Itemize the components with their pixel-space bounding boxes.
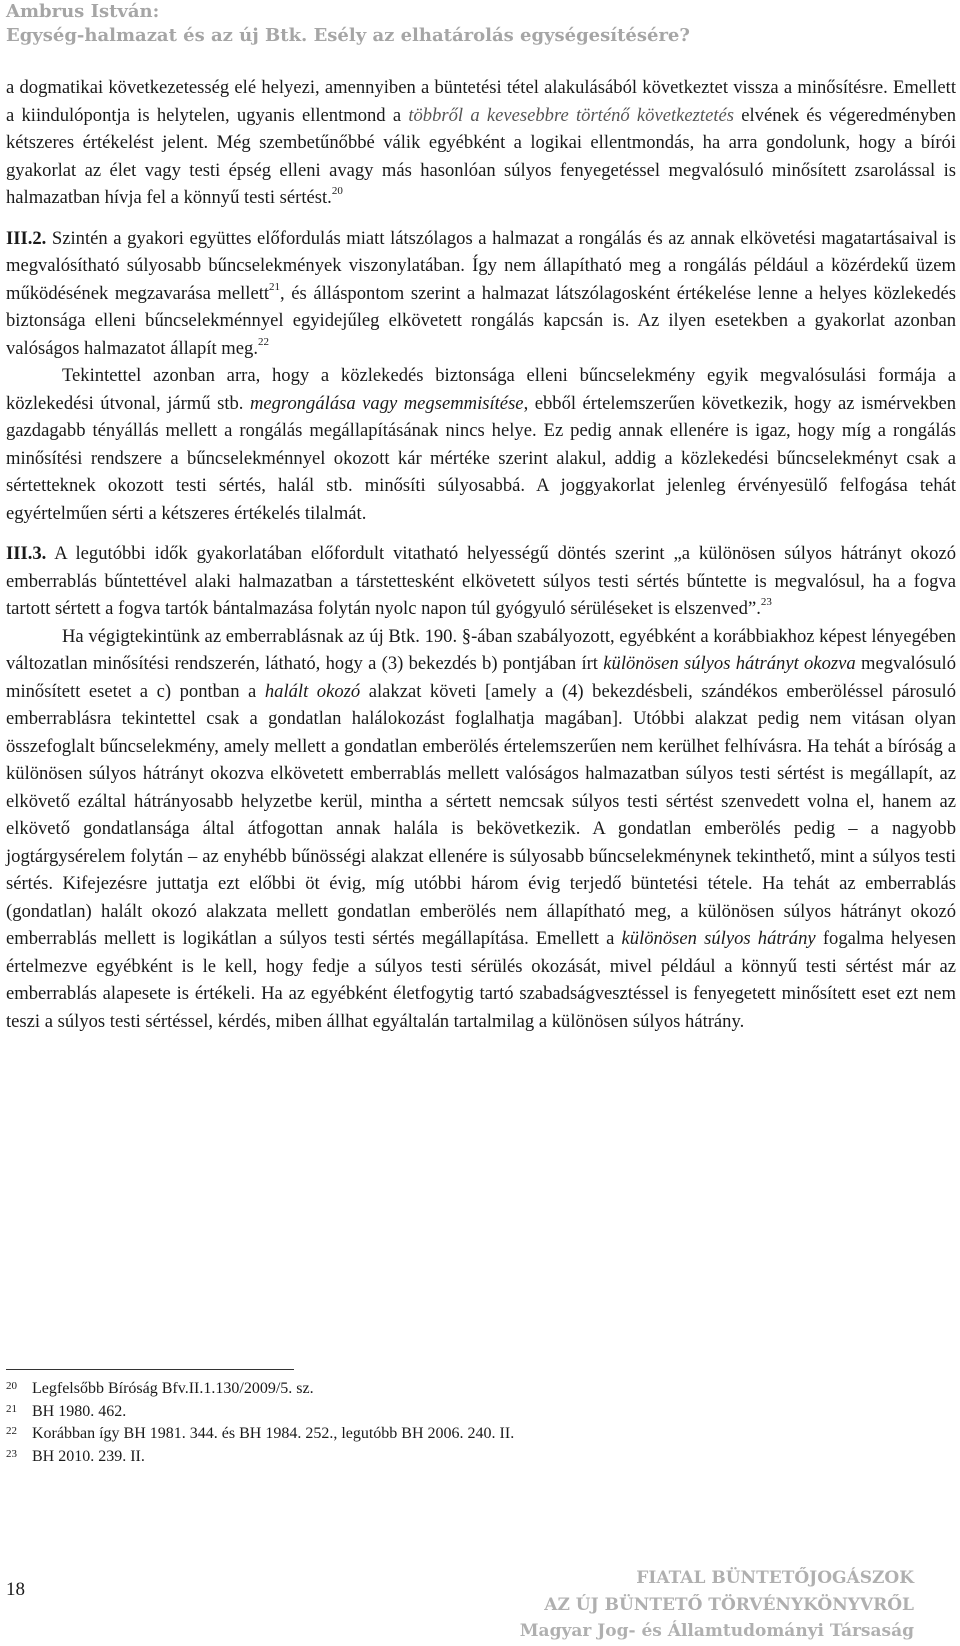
paragraph-4 — [6, 540, 956, 623]
emphasis: többről a kevesebbre történő következtetés — [408, 104, 734, 126]
paragraph-3 — [6, 362, 956, 527]
footnote-ref-21[interactable]: 21 — [269, 280, 281, 293]
emphasis: megrongálása vagy megsemmisítése — [249, 392, 524, 414]
text-run: fogalma helyesen értelmezve egyébként is le kell, hogy fedje a súlyos testi sérülés okozását, mivel például a könnyű testi sértést már az emberrablás alapesete is értékeli. Ha az egyébként életfogytig tartó szabadságvesztéssel is fenyegetett minősített eset ezt nem teszi a súlyos testi sértéssel, kérdés, miben állhat egyáltalán tartalmilag a különösen súlyos hátrány. — [6, 928, 957, 1032]
text-run: alakzat követi [amely a (4) bekezdésbeli, szándékos emberöléssel párosuló emberrablásra tekintettel csak a gondatlan halálokozást foglalhatja magában]. Utóbbi alakzat pedig nem vitásan olyan összefoglalt bűncselekmény, amely mellett a gondatlan emberölés értelemszerűen nem kerülhet felhívásra. Ha tehát a bíróság a különösen súlyos hátrányt okozva elkövetett emberrablás mellett valóságos halmazatban súlyos testi sértést is megállapít, az elkövető ezáltal hátrányosabb helyzetbe kerül, mintha a sértett nemcsak súlyos testi sértést szenvedett volna el, hanem az elkövető gondatlansága által átfogottan annak halála is bekövetkezik. A gondatlan emberölés pedig – a nagyobb jogtárgysérelem folytán – az enyhébb bűnösségi alakzat ellenére is súlyosabb bűncselekménynek tekinthető, mint a súlyos testi sértés. Kifejezésre juttatja ezt előbbi öt évig, míg utóbbi három évig terjedő büntetési tétele. Ha tehát az emberrablás (gondatlan) halált okozó alakzata mellett gondatlan emberölés nem állapítható meg, a különösen súlyos hátrányt okozó emberrablás mellett is logikátlan a súlyos testi sértés megállapítása. Emellett a — [6, 680, 956, 949]
body-text — [6, 74, 956, 1035]
footnote — [6, 1423, 906, 1446]
footnote-ref-23[interactable]: 23 — [760, 596, 772, 608]
footnote-number: 21 — [6, 1402, 17, 1415]
footnote-ref-20[interactable]: 20 — [331, 185, 343, 197]
text-run: A legutóbbi idők gyakorlatában előfordult vitatható helyességű döntés szerint „a különösen súlyos hátrányt okozó emberrablás bűntettével alaki halmazatban a társtettesként elkövetett súlyos testi sértés bűntette is megvalósul, ha a fogva tartott sértett a fogva tartók bántalmazása folytán nyolc napon túl gyógyuló sérüléseket is elszenved”. — [6, 543, 956, 619]
emphasis: halált okozó — [264, 680, 361, 702]
footnote — [6, 1401, 906, 1424]
text-run: Szintén a gyakori együttes előfordulás miatt látszólagos a halmazat a rongálás és az annak elkövetési magatartásaival is megvalósítható súlyosabb bűncselekmények viszonylatában. Így nem állapítható meg a rongálás például a közérdekű üzem működésének megzavarása mellett — [6, 227, 956, 304]
paragraph-1 — [6, 74, 956, 212]
footnote-text: Legfelsőbb Bíróság Bfv.II.1.130/2009/5. sz. — [32, 1380, 314, 1397]
header-title: Egység-halmazat és az új Btk. Esély az elhatárolás egységesítésére? — [6, 25, 690, 46]
text-run: Ha végigtekintünk az emberrablásnak az új Btk. 190. §-ában szabályozott, egyébként a korábbiakhoz képest lényegében változatlan minősítési rendszerén, látható, hogy a (3) bekezdés b) pontjában írt — [6, 625, 956, 674]
footnote — [6, 1446, 906, 1469]
text-run: megvalósuló minősített esetet a c) pontban a — [6, 653, 957, 702]
footer-line-2: AZ ÚJ BÜNTETŐ TÖRVÉNYKÖNYVRŐL — [544, 1594, 914, 1615]
running-footer — [520, 1565, 914, 1645]
footnote-text: Korábban így BH 1981. 344. és BH 1984. 252., legutóbb BH 2006. 240. II. — [32, 1425, 515, 1442]
header-author: Ambrus István: — [6, 1, 160, 22]
footnote-text: BH 1980. 462. — [32, 1402, 127, 1420]
footer-line-1: FIATAL BÜNTETŐJOGÁSZOK — [636, 1568, 914, 1588]
paragraph-2 — [6, 225, 956, 363]
footnote — [6, 1378, 906, 1401]
footnote-separator — [6, 1369, 294, 1370]
text-run: , és álláspontom szerint a halmazat látszólagosként értékelése lenne a helyes közlekedés biztonsága elleni bűncselekménnyel egyidejűleg elkövetett rongálás kapcsán is. Az ilyen esetekben a gyakorlat azonban valóságos halmazatot állapít meg. — [6, 282, 956, 359]
footnotes — [6, 1378, 906, 1468]
footnote-number: 23 — [6, 1447, 17, 1460]
text-run: Tekintettel azonban arra, hogy a közlekedés biztonsága elleni bűncselekmény egyik megvalósulási formája a közlekedési útvonal, jármű stb. — [6, 365, 956, 414]
section-label: III.3. — [6, 543, 47, 564]
text-run: a dogmatikai következetesség elé helyezi, amennyiben a büntetési tétel alakulásából következtet vissza a minősítésre. Emellett a kiindulópontja is helytelen, ugyanis ellentmond a — [6, 77, 956, 126]
footnote-ref-22[interactable]: 22 — [257, 335, 269, 348]
emphasis: különösen súlyos hátrány — [621, 928, 816, 949]
section-label: III.2. — [6, 227, 47, 249]
running-header — [6, 0, 690, 48]
footer-line-3: Magyar Jog- és Államtudományi Társaság — [519, 1621, 914, 1641]
footnote-text: BH 2010. 239. II. — [32, 1447, 145, 1465]
footnote-number: 22 — [6, 1425, 17, 1437]
footnote-number: 20 — [6, 1380, 17, 1392]
paragraph-5 — [6, 623, 956, 1036]
text-run: elvének és végeredményben kétszeres értékelést jelent. Még szembetűnőbbé válik egyébként a logikai ellentmondás, ha arra gondolunk, hogy a bírói gyakorlat az élet vagy testi épség elleni avagy más hasonlóan súlyos fenyegetéssel megvalósuló minősített zsarolással is halmazatban hívja fel a könnyű testi sértést. — [6, 104, 956, 208]
page-number: 18 — [6, 1579, 25, 1600]
emphasis: különösen súlyos hátrányt okozva — [603, 653, 856, 674]
text-run: , ebből értelemszerűen következik, hogy az ismérvekben gazdagabb tényállás mellett a rongálás megállapításának nincs helye. Ez pedig annak ellenére is igaz, hogy míg a rongálás minősítési rendszere a bűncselekménnyel okozott kár mértéke szerint alakul, addig a közlekedési bűncselekményt csak a sértetteknek okozott testi sértés, halál stb. minősíti súlyosabbá. A joggyakorlat jelenleg érvényesülő felfogása tehát egyértelműen sérti a kétszeres értékelés tilalmát. — [6, 392, 957, 524]
